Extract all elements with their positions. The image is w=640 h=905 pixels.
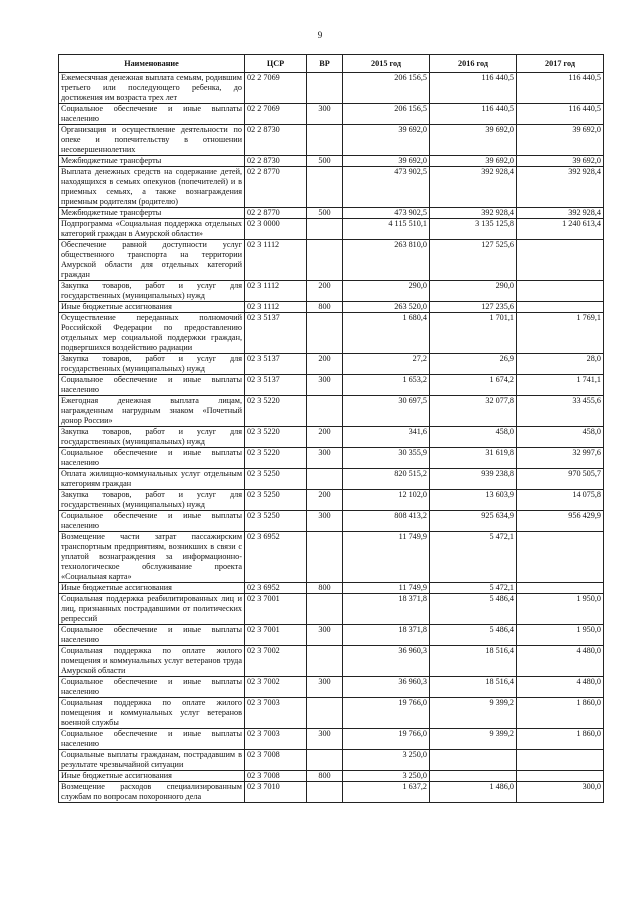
row-vr-cell (307, 313, 343, 354)
row-2015-cell: 12 102,0 (343, 490, 430, 511)
row-csr-cell: 02 3 6952 (245, 583, 307, 594)
row-csr-cell: 02 2 7069 (245, 104, 307, 125)
table-row (59, 427, 604, 448)
row-vr-cell (307, 646, 343, 677)
row-2017-cell (517, 532, 604, 583)
row-2015-cell: 18 371,8 (343, 594, 430, 625)
row-csr-cell: 02 3 1112 (245, 281, 307, 302)
row-vr-cell: 300 (307, 677, 343, 698)
row-name-cell: Социальное обеспечение и иные выплаты населению (59, 677, 245, 698)
row-csr-cell: 02 3 7008 (245, 750, 307, 771)
row-csr-cell: 02 2 8770 (245, 208, 307, 219)
row-2015-cell: 473 902,5 (343, 167, 430, 208)
row-vr-cell (307, 594, 343, 625)
table-row (59, 583, 604, 594)
row-2015-cell: 1 637,2 (343, 782, 430, 803)
row-name-cell: Возмещение расходов специализированным службам по вопросам похоронного дела (59, 782, 245, 803)
table-row (59, 729, 604, 750)
row-2016-cell (430, 750, 517, 771)
row-csr-cell: 02 2 8730 (245, 156, 307, 167)
row-2015-cell: 36 960,3 (343, 646, 430, 677)
row-2017-cell: 116 440,5 (517, 73, 604, 104)
table-row (59, 375, 604, 396)
row-2017-cell: 32 997,6 (517, 448, 604, 469)
row-csr-cell: 02 3 0000 (245, 219, 307, 240)
row-csr-cell: 02 3 7003 (245, 698, 307, 729)
row-2015-cell: 39 692,0 (343, 156, 430, 167)
row-2017-cell: 392 928,4 (517, 208, 604, 219)
row-2017-cell: 1 950,0 (517, 594, 604, 625)
table-row (59, 396, 604, 427)
row-name-cell: Иные бюджетные ассигнования (59, 302, 245, 313)
row-2015-cell: 27,2 (343, 354, 430, 375)
row-2017-cell: 39 692,0 (517, 125, 604, 156)
column-header-2017: 2017 год (517, 55, 604, 73)
row-name-cell: Осуществление переданных полномочий Российской Федерации по предоставлению отдельных мер социальной поддержки граждан, подвергшихся воздействию радиации (59, 313, 245, 354)
table-row (59, 73, 604, 104)
row-2016-cell: 925 634,9 (430, 511, 517, 532)
row-vr-cell: 500 (307, 208, 343, 219)
table-header-row (59, 55, 604, 73)
row-2016-cell: 5 472,1 (430, 532, 517, 583)
row-2015-cell: 39 692,0 (343, 125, 430, 156)
column-header-csr: ЦСР (245, 55, 307, 73)
row-vr-cell (307, 396, 343, 427)
row-2016-cell: 18 516,4 (430, 677, 517, 698)
row-2017-cell: 14 075,8 (517, 490, 604, 511)
row-vr-cell: 800 (307, 302, 343, 313)
column-header-vr: ВР (307, 55, 343, 73)
row-csr-cell: 02 3 1112 (245, 240, 307, 281)
row-csr-cell: 02 3 5137 (245, 354, 307, 375)
row-2017-cell (517, 281, 604, 302)
row-2016-cell: 1 486,0 (430, 782, 517, 803)
row-vr-cell: 200 (307, 427, 343, 448)
row-2017-cell: 1 950,0 (517, 625, 604, 646)
row-2016-cell: 392 928,4 (430, 208, 517, 219)
table-row (59, 167, 604, 208)
row-2017-cell: 970 505,7 (517, 469, 604, 490)
row-csr-cell: 02 3 7002 (245, 677, 307, 698)
row-2015-cell: 1 653,2 (343, 375, 430, 396)
row-2015-cell: 3 250,0 (343, 771, 430, 782)
row-2017-cell: 39 692,0 (517, 156, 604, 167)
row-2015-cell: 290,0 (343, 281, 430, 302)
table-row (59, 208, 604, 219)
column-header-2016: 2016 год (430, 55, 517, 73)
row-vr-cell (307, 750, 343, 771)
row-name-cell: Социальная поддержка по оплате жилого помещения и коммунальных услуг ветеранов военной службы (59, 698, 245, 729)
row-2016-cell: 458,0 (430, 427, 517, 448)
table-row (59, 354, 604, 375)
row-2017-cell (517, 771, 604, 782)
row-2016-cell (430, 771, 517, 782)
row-2015-cell: 263 520,0 (343, 302, 430, 313)
row-2017-cell (517, 750, 604, 771)
row-2017-cell: 392 928,4 (517, 167, 604, 208)
row-csr-cell: 02 3 5137 (245, 375, 307, 396)
row-2016-cell: 939 238,8 (430, 469, 517, 490)
table-row (59, 125, 604, 156)
row-name-cell: Социальная поддержка реабилитированных лиц и лиц, признанных пострадавшими от политических репрессий (59, 594, 245, 625)
row-vr-cell: 800 (307, 771, 343, 782)
row-2017-cell: 1 860,0 (517, 729, 604, 750)
row-2016-cell: 5 472,1 (430, 583, 517, 594)
table-row (59, 104, 604, 125)
row-name-cell: Социальное обеспечение и иные выплаты населению (59, 729, 245, 750)
row-csr-cell: 02 3 7001 (245, 594, 307, 625)
row-2016-cell: 116 440,5 (430, 104, 517, 125)
row-name-cell: Ежегодная денежная выплата лицам, награжденным нагрудным знаком «Почетный донор России» (59, 396, 245, 427)
row-2016-cell: 18 516,4 (430, 646, 517, 677)
row-2016-cell: 290,0 (430, 281, 517, 302)
row-name-cell: Социальное обеспечение и иные выплаты населению (59, 448, 245, 469)
row-csr-cell: 02 2 8730 (245, 125, 307, 156)
row-2017-cell (517, 240, 604, 281)
row-2016-cell: 26,9 (430, 354, 517, 375)
row-name-cell: Закупка товаров, работ и услуг для государственных (муниципальных) нужд (59, 354, 245, 375)
row-name-cell: Организация и осуществление деятельности по опеке и попечительству в отношении несовершеннолетних (59, 125, 245, 156)
row-csr-cell: 02 3 5220 (245, 396, 307, 427)
row-2016-cell: 1 674,2 (430, 375, 517, 396)
row-2017-cell: 28,0 (517, 354, 604, 375)
row-vr-cell: 300 (307, 448, 343, 469)
row-vr-cell (307, 167, 343, 208)
row-2017-cell: 4 480,0 (517, 646, 604, 677)
column-header-2015: 2015 год (343, 55, 430, 73)
table-row (59, 771, 604, 782)
table-row (59, 219, 604, 240)
table-row (59, 511, 604, 532)
table-row (59, 302, 604, 313)
row-2017-cell: 458,0 (517, 427, 604, 448)
row-name-cell: Социальное обеспечение и иные выплаты населению (59, 625, 245, 646)
row-vr-cell (307, 125, 343, 156)
row-2015-cell: 4 115 510,1 (343, 219, 430, 240)
row-csr-cell: 02 3 5250 (245, 511, 307, 532)
row-2016-cell: 13 603,9 (430, 490, 517, 511)
row-2015-cell: 808 413,2 (343, 511, 430, 532)
row-vr-cell (307, 782, 343, 803)
row-name-cell: Социальная поддержка по оплате жилого помещения и коммунальных услуг ветеранов труда Амурской области (59, 646, 245, 677)
row-vr-cell (307, 219, 343, 240)
row-csr-cell: 02 3 7003 (245, 729, 307, 750)
row-vr-cell (307, 532, 343, 583)
row-name-cell: Выплата денежных средств на содержание детей, находящихся в семьях опекунов (попечителей) и в приемных семьях, а также вознаграждения приемным родителям (родителю) (59, 167, 245, 208)
row-2016-cell: 3 135 125,8 (430, 219, 517, 240)
row-2016-cell: 31 619,8 (430, 448, 517, 469)
row-2015-cell: 30 355,9 (343, 448, 430, 469)
row-name-cell: Социальное обеспечение и иные выплаты населению (59, 375, 245, 396)
row-name-cell: Закупка товаров, работ и услуг для государственных (муниципальных) нужд (59, 427, 245, 448)
row-vr-cell: 300 (307, 104, 343, 125)
table-row (59, 240, 604, 281)
row-2016-cell: 9 399,2 (430, 729, 517, 750)
row-name-cell: Подпрограмма «Социальная поддержка отдельных категорий граждан в Амурской области» (59, 219, 245, 240)
row-2015-cell: 341,6 (343, 427, 430, 448)
row-2016-cell: 127 235,6 (430, 302, 517, 313)
table-row (59, 281, 604, 302)
row-name-cell: Социальное обеспечение и иные выплаты населению (59, 104, 245, 125)
table-row (59, 677, 604, 698)
row-csr-cell: 02 3 7008 (245, 771, 307, 782)
row-csr-cell: 02 3 7010 (245, 782, 307, 803)
row-csr-cell: 02 3 5250 (245, 490, 307, 511)
row-2015-cell: 36 960,3 (343, 677, 430, 698)
row-2015-cell: 820 515,2 (343, 469, 430, 490)
row-vr-cell: 500 (307, 156, 343, 167)
row-2015-cell: 18 371,8 (343, 625, 430, 646)
row-csr-cell: 02 3 6952 (245, 532, 307, 583)
row-csr-cell: 02 3 1112 (245, 302, 307, 313)
row-2017-cell: 116 440,5 (517, 104, 604, 125)
row-2017-cell: 300,0 (517, 782, 604, 803)
table-row (59, 490, 604, 511)
row-name-cell: Иные бюджетные ассигнования (59, 583, 245, 594)
row-2016-cell: 39 692,0 (430, 156, 517, 167)
table-row (59, 698, 604, 729)
row-name-cell: Социальные выплаты гражданам, пострадавшим в результате чрезвычайной ситуации (59, 750, 245, 771)
row-2016-cell: 9 399,2 (430, 698, 517, 729)
row-csr-cell: 02 3 7001 (245, 625, 307, 646)
row-csr-cell: 02 3 5220 (245, 448, 307, 469)
row-2016-cell: 39 692,0 (430, 125, 517, 156)
row-name-cell: Ежемесячная денежная выплата семьям, родившим третьего или последующего ребенка, до достижения им возраста трех лет (59, 73, 245, 104)
row-csr-cell: 02 3 5220 (245, 427, 307, 448)
row-name-cell: Межбюджетные трансферты (59, 156, 245, 167)
row-vr-cell (307, 469, 343, 490)
row-2017-cell (517, 583, 604, 594)
row-name-cell: Иные бюджетные ассигнования (59, 771, 245, 782)
row-2016-cell: 392 928,4 (430, 167, 517, 208)
row-vr-cell: 200 (307, 281, 343, 302)
row-2017-cell: 956 429,9 (517, 511, 604, 532)
row-vr-cell: 300 (307, 375, 343, 396)
row-2017-cell: 33 455,6 (517, 396, 604, 427)
row-2017-cell: 1 741,1 (517, 375, 604, 396)
table-row (59, 532, 604, 583)
table-row (59, 156, 604, 167)
table-row (59, 448, 604, 469)
table-row (59, 594, 604, 625)
row-2016-cell: 116 440,5 (430, 73, 517, 104)
row-2016-cell: 5 486,4 (430, 625, 517, 646)
row-csr-cell: 02 3 5137 (245, 313, 307, 354)
row-name-cell: Социальное обеспечение и иные выплаты населению (59, 511, 245, 532)
row-name-cell: Обеспечение равной доступности услуг общественного транспорта на территории Амурской области для отдельных категорий граждан (59, 240, 245, 281)
row-2015-cell: 19 766,0 (343, 729, 430, 750)
row-2016-cell: 127 525,6 (430, 240, 517, 281)
row-name-cell: Межбюджетные трансферты (59, 208, 245, 219)
budget-table (58, 54, 604, 803)
row-vr-cell (307, 73, 343, 104)
row-2016-cell: 1 701,1 (430, 313, 517, 354)
row-2015-cell: 11 749,9 (343, 583, 430, 594)
row-csr-cell: 02 3 5250 (245, 469, 307, 490)
table-row (59, 750, 604, 771)
table-row (59, 625, 604, 646)
row-2017-cell: 4 480,0 (517, 677, 604, 698)
row-2015-cell: 19 766,0 (343, 698, 430, 729)
page-number: 9 (317, 30, 323, 40)
row-vr-cell (307, 698, 343, 729)
row-2015-cell: 30 697,5 (343, 396, 430, 427)
row-name-cell: Закупка товаров, работ и услуг для государственных (муниципальных) нужд (59, 281, 245, 302)
row-vr-cell: 200 (307, 354, 343, 375)
row-2016-cell: 5 486,4 (430, 594, 517, 625)
column-header-name: Наименование (59, 55, 245, 73)
row-2015-cell: 473 902,5 (343, 208, 430, 219)
row-name-cell: Закупка товаров, работ и услуг для государственных (муниципальных) нужд (59, 490, 245, 511)
row-name-cell: Возмещение части затрат пассажирским транспортным предприятиям, возникших в связи с уплатой вознаграждения за информационно-технологическое обслуживание проекта «Социальная карта» (59, 532, 245, 583)
row-2017-cell: 1 240 613,4 (517, 219, 604, 240)
row-vr-cell: 200 (307, 490, 343, 511)
row-2016-cell: 32 077,8 (430, 396, 517, 427)
row-csr-cell: 02 3 7002 (245, 646, 307, 677)
table-row (59, 313, 604, 354)
row-2017-cell: 1 860,0 (517, 698, 604, 729)
row-vr-cell (307, 240, 343, 281)
row-csr-cell: 02 2 7069 (245, 73, 307, 104)
table-row (59, 646, 604, 677)
row-vr-cell: 300 (307, 511, 343, 532)
row-name-cell: Оплата жилищно-коммунальных услуг отдельным категориям граждан (59, 469, 245, 490)
table-row (59, 782, 604, 803)
row-2017-cell: 1 769,1 (517, 313, 604, 354)
row-2015-cell: 3 250,0 (343, 750, 430, 771)
row-vr-cell: 800 (307, 583, 343, 594)
row-2015-cell: 263 810,0 (343, 240, 430, 281)
row-vr-cell: 300 (307, 625, 343, 646)
row-2015-cell: 206 156,5 (343, 104, 430, 125)
row-2015-cell: 206 156,5 (343, 73, 430, 104)
table-row (59, 469, 604, 490)
row-vr-cell: 300 (307, 729, 343, 750)
row-2017-cell (517, 302, 604, 313)
row-2015-cell: 11 749,9 (343, 532, 430, 583)
row-2015-cell: 1 680,4 (343, 313, 430, 354)
row-csr-cell: 02 2 8770 (245, 167, 307, 208)
